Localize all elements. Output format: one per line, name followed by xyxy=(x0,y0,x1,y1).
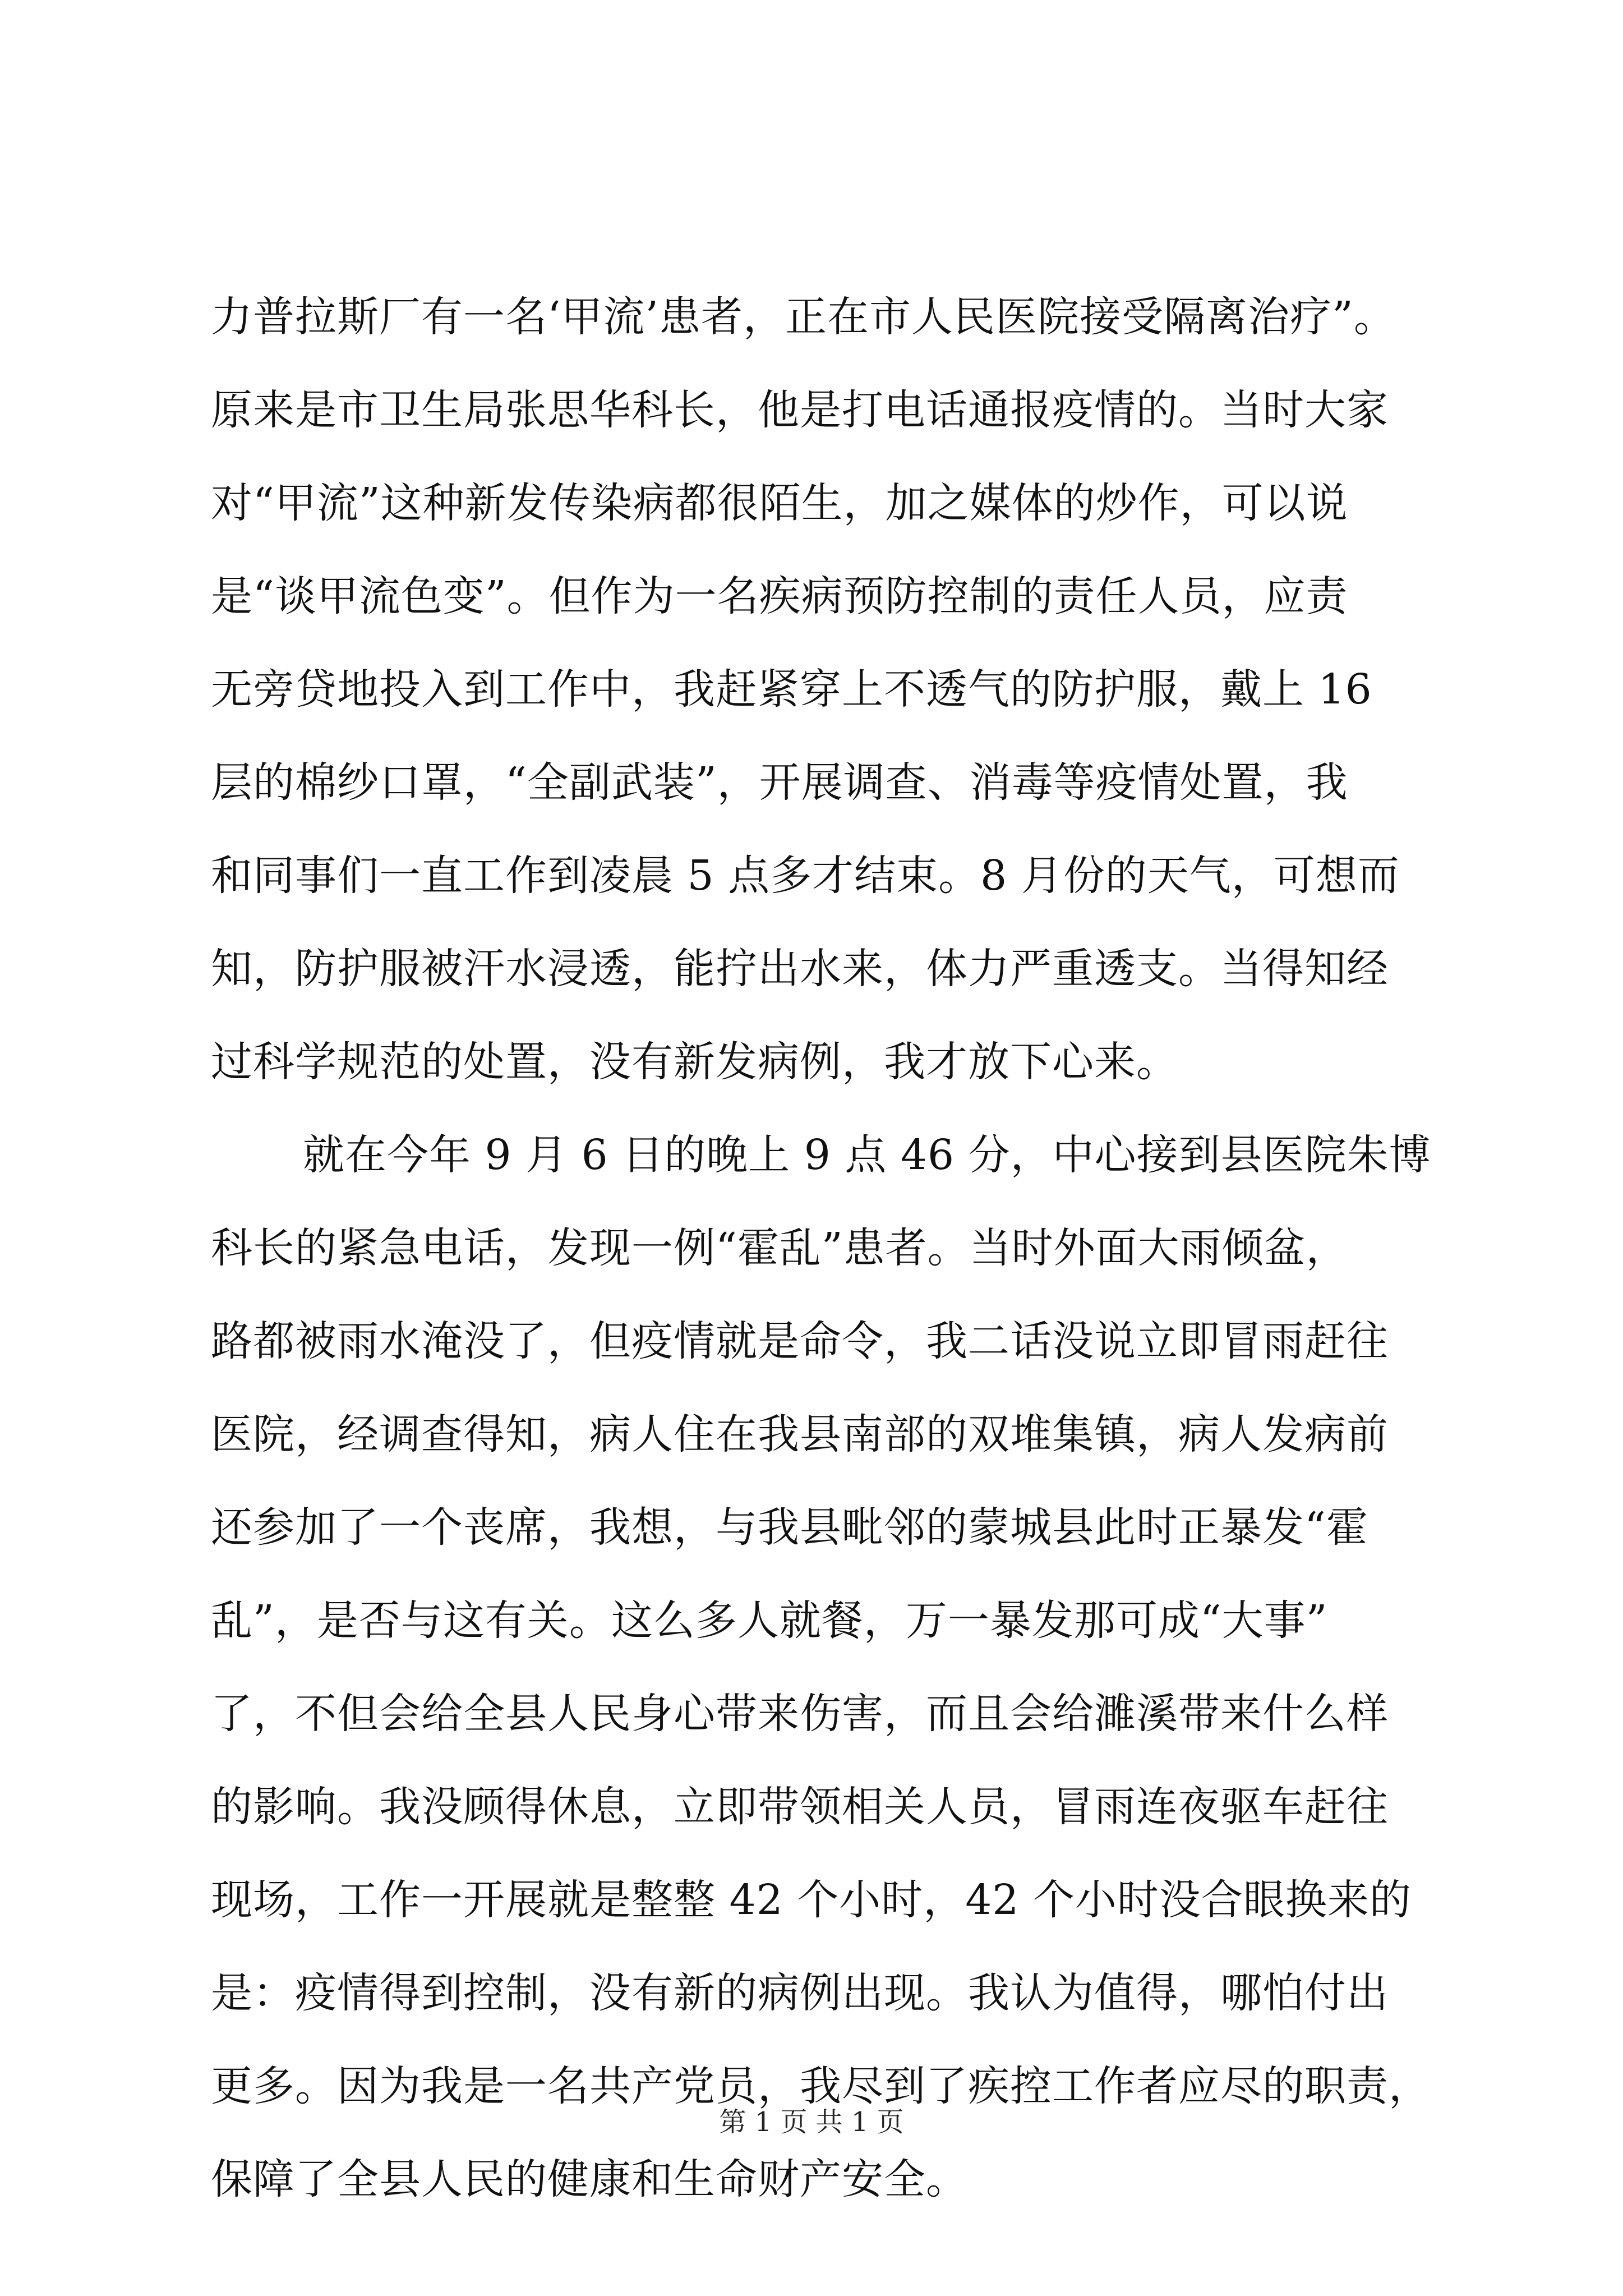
text-line: 层的棉纱口罩，“全副武装”，开展调查、消毒等疫情处置，我 xyxy=(211,758,1348,807)
text-line: 乱”，是否与这有关。这么多人就餐，万一暴发那可成“大事” xyxy=(211,1596,1328,1645)
text-line: 力普拉斯厂有一名‘甲流’患者，正在市人民医院接受隔离治疗”。 xyxy=(211,293,1396,341)
text-line: 和同事们一直工作到凌晨 5 点多才结束。8 月份的天气，可想而 xyxy=(211,852,1400,900)
text-line: 过科学规范的处置，没有新发病例，我才放下心来。 xyxy=(211,1038,1178,1086)
text-line: 了，不但会给全县人民身心带来伤害，而且会给濉溪带来什么样 xyxy=(211,1690,1389,1738)
text-line: 现场，工作一开展就是整整 42 个小时，42 个小时没合眼换来的 xyxy=(211,1876,1412,1924)
text-line: 对“甲流”这种新发传染病都很陌生，加之媒体的炒作，可以说 xyxy=(211,479,1348,527)
text-line: 路都被雨水淹没了，但疫情就是命令，我二话没说立即冒雨赶往 xyxy=(211,1317,1389,1365)
text-line: 保障了全县人民的健康和生命财产安全。 xyxy=(211,2155,968,2203)
page-footer: 第 1 页 共 1 页 xyxy=(719,2106,904,2138)
text-line: 无旁贷地投入到工作中，我赶紧穿上不透气的防护服，戴上 16 xyxy=(211,665,1372,714)
text-line: 是“谈甲流色变”。但作为一名疾病预防控制的责任人员，应责 xyxy=(211,572,1348,620)
text-line: 医院，经调查得知，病人住在我县南部的双堆集镇，病人发病前 xyxy=(211,1410,1389,1458)
text-line: 科长的紧急电话，发现一例“霍乱”患者。当时外面大雨倾盆， xyxy=(211,1224,1348,1272)
text-line: 还参加了一个丧席，我想，与我县毗邻的蒙城县此时正暴发“霍 xyxy=(211,1503,1368,1552)
text-line: 更多。因为我是一名共产党员，我尽到了疾控工作者应尽的职责， xyxy=(211,2062,1431,2110)
text-line: 是：疫情得到控制，没有新的病例出现。我认为值得，哪怕付出 xyxy=(211,1969,1389,2017)
text-line: 原来是市卫生局张思华科长，他是打电话通报疫情的。当时大家 xyxy=(211,386,1389,434)
text-line: 知，防护服被汗水浸透，能拧出水来，体力严重透支。当得知经 xyxy=(211,945,1389,993)
text-line: 的影响。我没顾得休息，立即带领相关人员，冒雨连夜驱车赶往 xyxy=(211,1783,1389,1831)
paragraph-start-line: 就在今年 9 月 6 日的晚上 9 点 46 分，中心接到县医院朱博 xyxy=(303,1131,1431,1179)
